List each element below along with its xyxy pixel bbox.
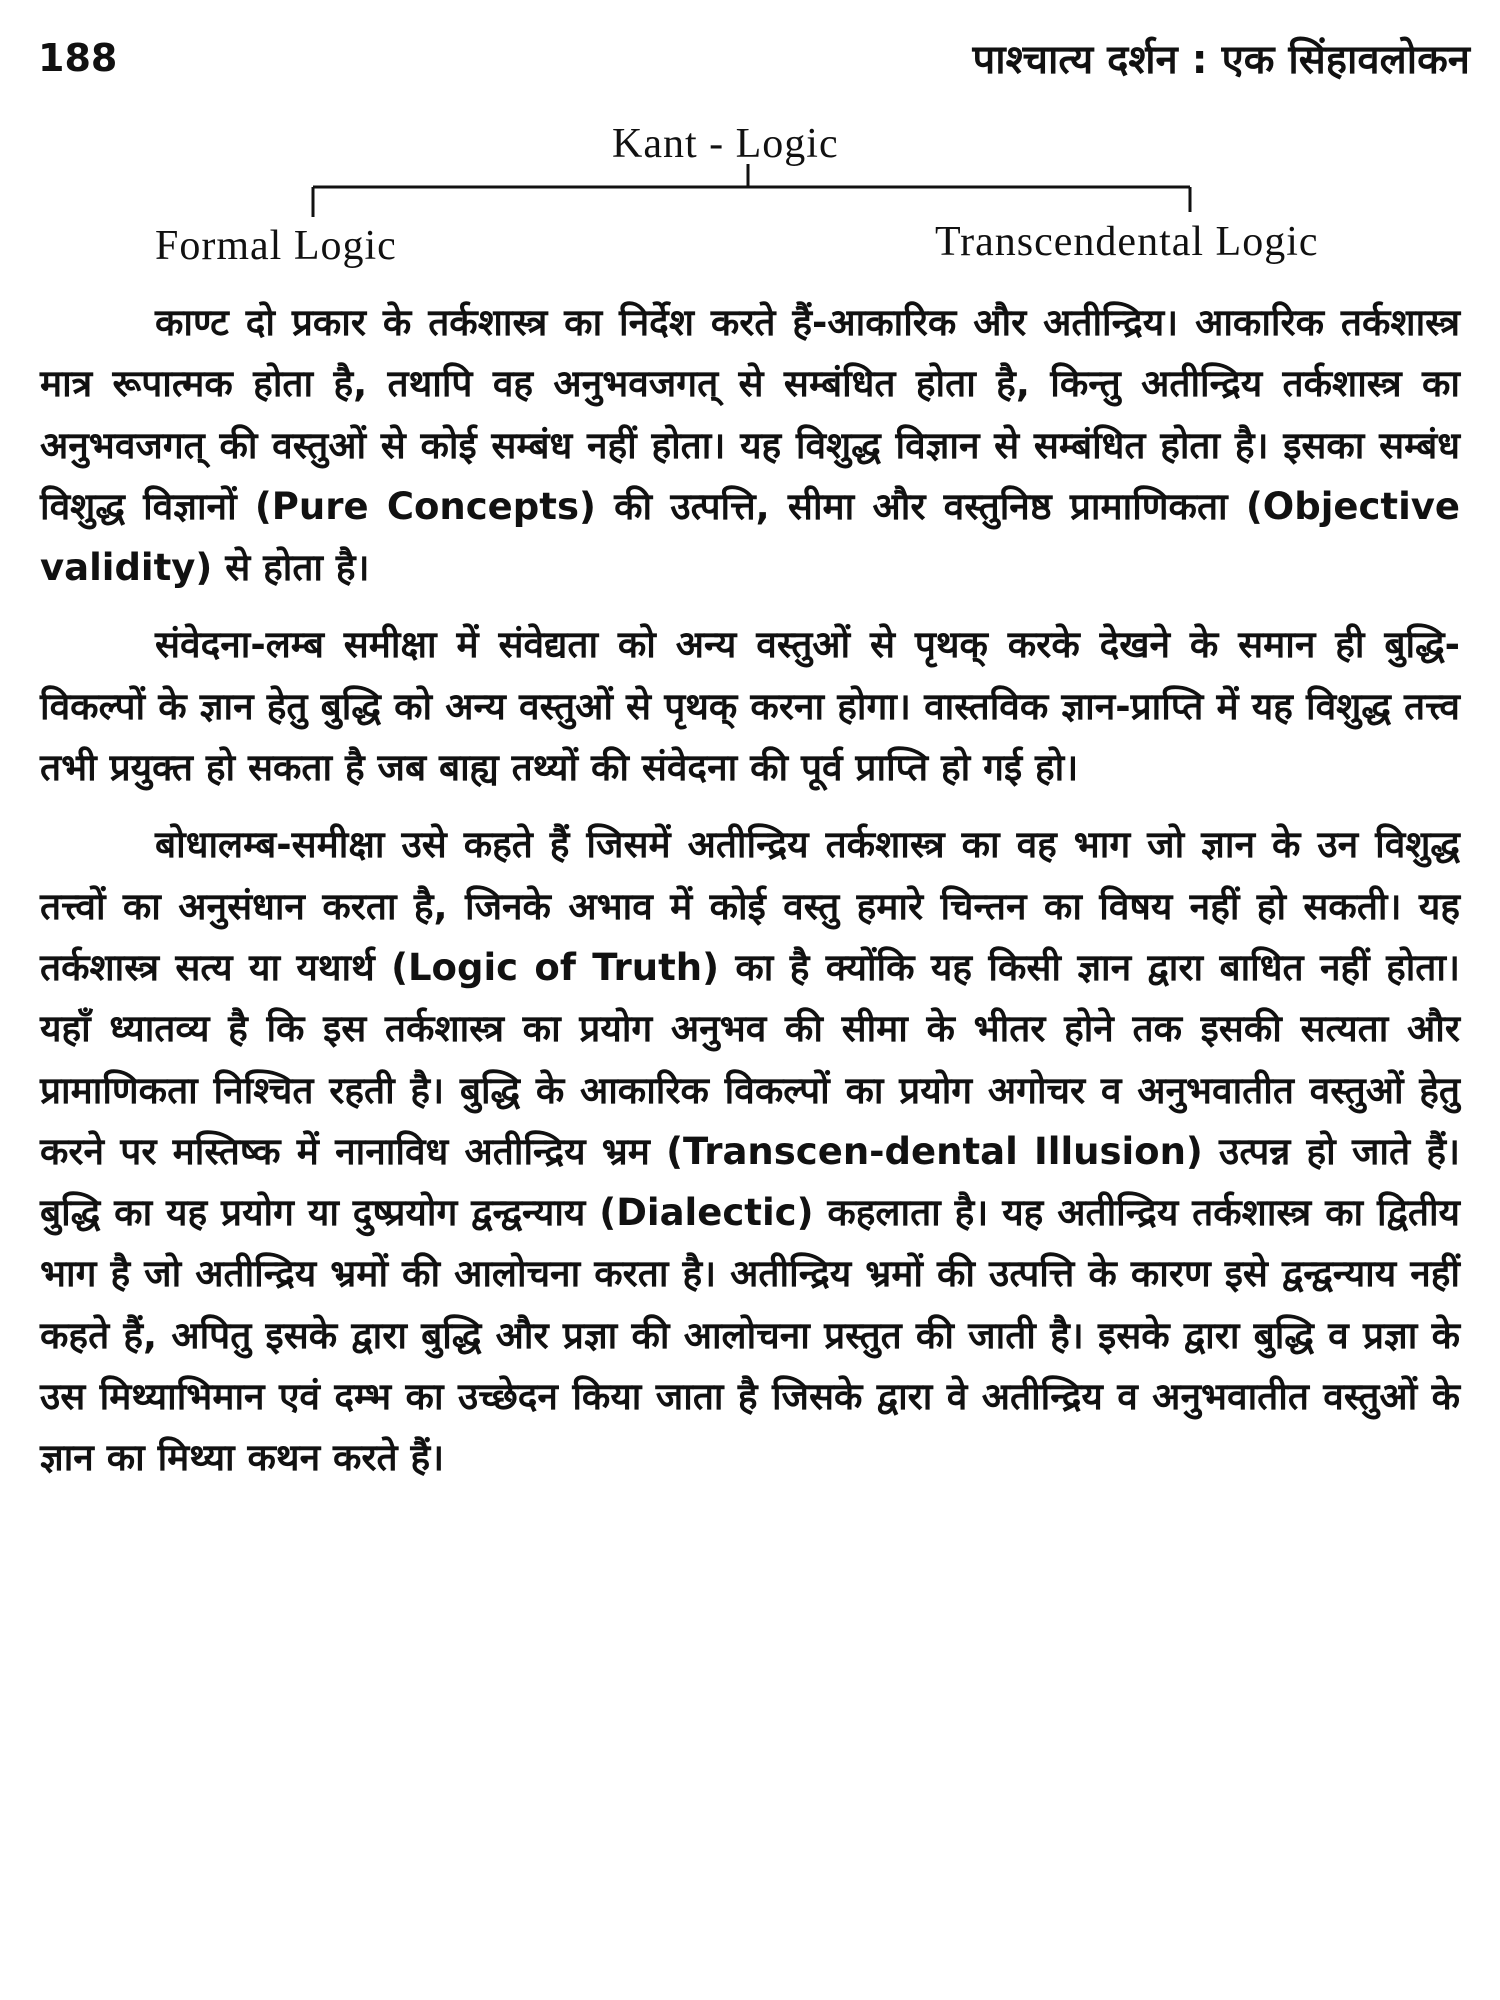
diagram-left-node: Formal Logic	[155, 223, 397, 269]
page-body	[40, 292, 1460, 1505]
kant-logic-diagram	[0, 112, 1500, 272]
diagram-right-node: Transcendental Logic	[935, 219, 1319, 265]
paragraph-1: काण्ट दो प्रकार के तर्कशास्त्र का निर्देश करते हैं-आकारिक और अतीन्द्रिय। आकारिक तर्कशास्त्र मात्र रूपात्मक होता है, तथापि वह अनुभवजगत् से सम्बंधित होता है, किन्तु अतीन्द्रिय तर्कशास्त्र का अनुभवजगत् की वस्तुओं से कोई सम्बंध नहीं होता। यह विशुद्ध विज्ञान से सम्बंधित होता है। इसका सम्बंध विशुद्ध विज्ञानों (Pure Concepts) की उत्पत्ति, सीमा और वस्तुनिष्ठ प्रामाणिकता (Objective validity) से होता है।	[40, 301, 1460, 590]
page-number: 188	[38, 36, 118, 80]
paragraph-2: संवेदना-लम्ब समीक्षा में संवेद्यता को अन्य वस्तुओं से पृथक् करके देखने के समान ही बुद्धि-विकल्पों के ज्ञान हेतु बुद्धि को अन्य वस्तुओं से पृथक् करना होगा। वास्तविक ज्ञान-प्राप्ति में यह विशुद्ध तत्त्व तभी प्रयुक्त हो सकता है जब बाह्य तथ्यों की संवेदना की पूर्व प्राप्ति हो गई हो।	[40, 623, 1460, 790]
paragraph-3: बोधालम्ब-समीक्षा उसे कहते हैं जिसमें अतीन्द्रिय तर्कशास्त्र का वह भाग जो ज्ञान के उन विशुद्ध तत्त्वों का अनुसंधान करता है, जिनके अभाव में कोई वस्तु हमारे चिन्तन का विषय नहीं हो सकती। यह तर्कशास्त्र सत्य या यथार्थ (Logic of Truth) का है क्योंकि यह किसी ज्ञान द्वारा बाधित नहीं होता। यहाँ ध्यातव्य है कि इस तर्कशास्त्र का प्रयोग अनुभव की सीमा के भीतर होने तक इसकी सत्यता और प्रामाणिकता निश्चित रहती है। बुद्धि के आकारिक विकल्पों का प्रयोग अगोचर व अनुभवातीत वस्तुओं हेतु करने पर मस्तिष्क में नानाविध अतीन्द्रिय भ्रम (Transcen-dental Illusion) उत्पन्न हो जाते हैं। बुद्धि का यह प्रयोग या दुष्प्रयोग द्वन्द्वन्याय (Dialectic) कहलाता है। यह अतीन्द्रिय तर्कशास्त्र का द्वितीय भाग है जो अतीन्द्रिय भ्रमों की आलोचना करता है। अतीन्द्रिय भ्रमों की उत्पत्ति के कारण इसे द्वन्द्वन्याय नहीं कहते हैं, अपितु इसके द्वारा बुद्धि और प्रज्ञा की आलोचना प्रस्तुत की जाती है। इसके द्वारा बुद्धि व प्रज्ञा के उस मिथ्याभिमान एवं दम्भ का उच्छेदन किया जाता है जिसके द्वारा वे अतीन्द्रिय व अनुभवातीत वस्तुओं के ज्ञान का मिथ्या कथन करते हैं।	[40, 823, 1460, 1480]
running-head: पाश्चात्य दर्शन : एक सिंहावलोकन	[972, 37, 1470, 83]
page-header	[38, 30, 1470, 100]
diagram-root-node: Kant - Logic	[612, 121, 839, 167]
